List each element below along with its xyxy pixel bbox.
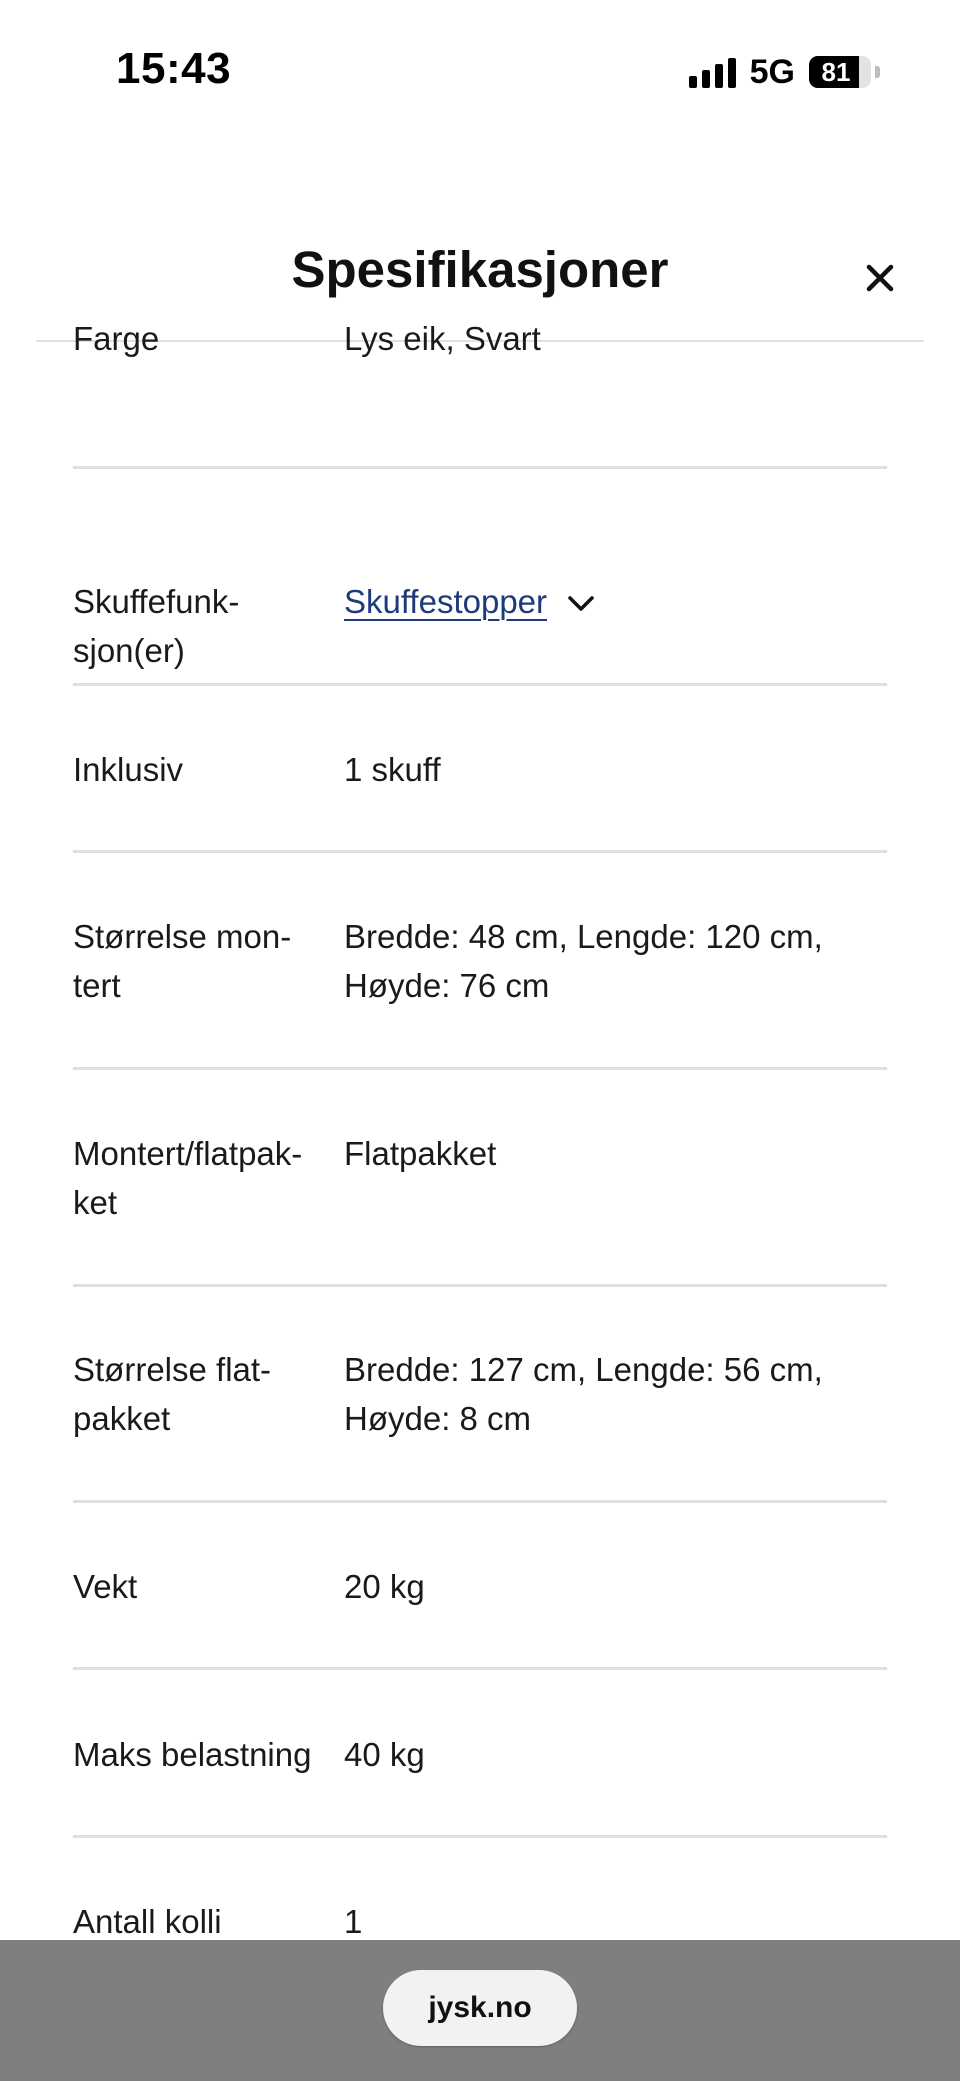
skuffestopper-link[interactable]: Skuffestopper [344,583,548,620]
spec-value: Flatpakket [344,1135,497,1172]
divider [73,1284,887,1287]
spec-label: Inklusiv [73,751,184,788]
spec-label: Montert/flatpak- ket [73,1135,303,1221]
battery-cap [875,66,880,78]
close-button[interactable] [856,254,904,302]
spec-label: Størrelse mon- tert [73,918,292,1004]
divider [73,1667,887,1670]
spec-list [73,320,887,1940]
divider [73,1835,887,1838]
spec-value: 20 kg [344,1568,425,1605]
spec-label: Størrelse flat- pakket [73,1351,272,1437]
spec-value: 1 skuff [344,751,441,788]
spec-value: Lys eik, Svart [344,320,541,357]
close-icon [856,254,904,302]
spec-value: Bredde: 127 cm, Lengde: 56 cm, Høyde: 8 cm [344,1351,823,1437]
divider [73,1067,887,1070]
spec-label: Farge [73,320,160,357]
spec-label: Antall kolli [73,1903,222,1940]
spec-label: Maks belastning [73,1736,312,1773]
battery-level: 81 [821,56,851,87]
status-indicators [689,52,880,92]
status-time: 15:43 [116,44,232,93]
network-type: 5G [749,52,795,91]
spec-value: 40 kg [344,1736,425,1773]
spec-label [73,528,343,675]
battery-icon [809,56,871,88]
divider [73,850,887,853]
divider [73,1500,887,1503]
browser-bottom-bar [0,1940,960,2081]
divider [73,466,887,469]
signal-icon [689,56,736,88]
divider [73,683,887,686]
spec-label: Vekt [73,1568,138,1605]
spec-value: Bredde: 48 cm, Lengde: 120 cm, Høyde: 76 cm [344,918,823,1004]
modal-title: Spesifikasjoner [291,241,669,298]
spec-value [344,528,887,626]
chevron-down-icon[interactable] [567,594,595,614]
spec-value: 1 [344,1903,363,1940]
url-bar[interactable]: jysk.no [383,1970,577,2046]
status-bar [0,0,960,140]
spec-label-text: Skuffefunk- sjon(er) [73,583,240,669]
